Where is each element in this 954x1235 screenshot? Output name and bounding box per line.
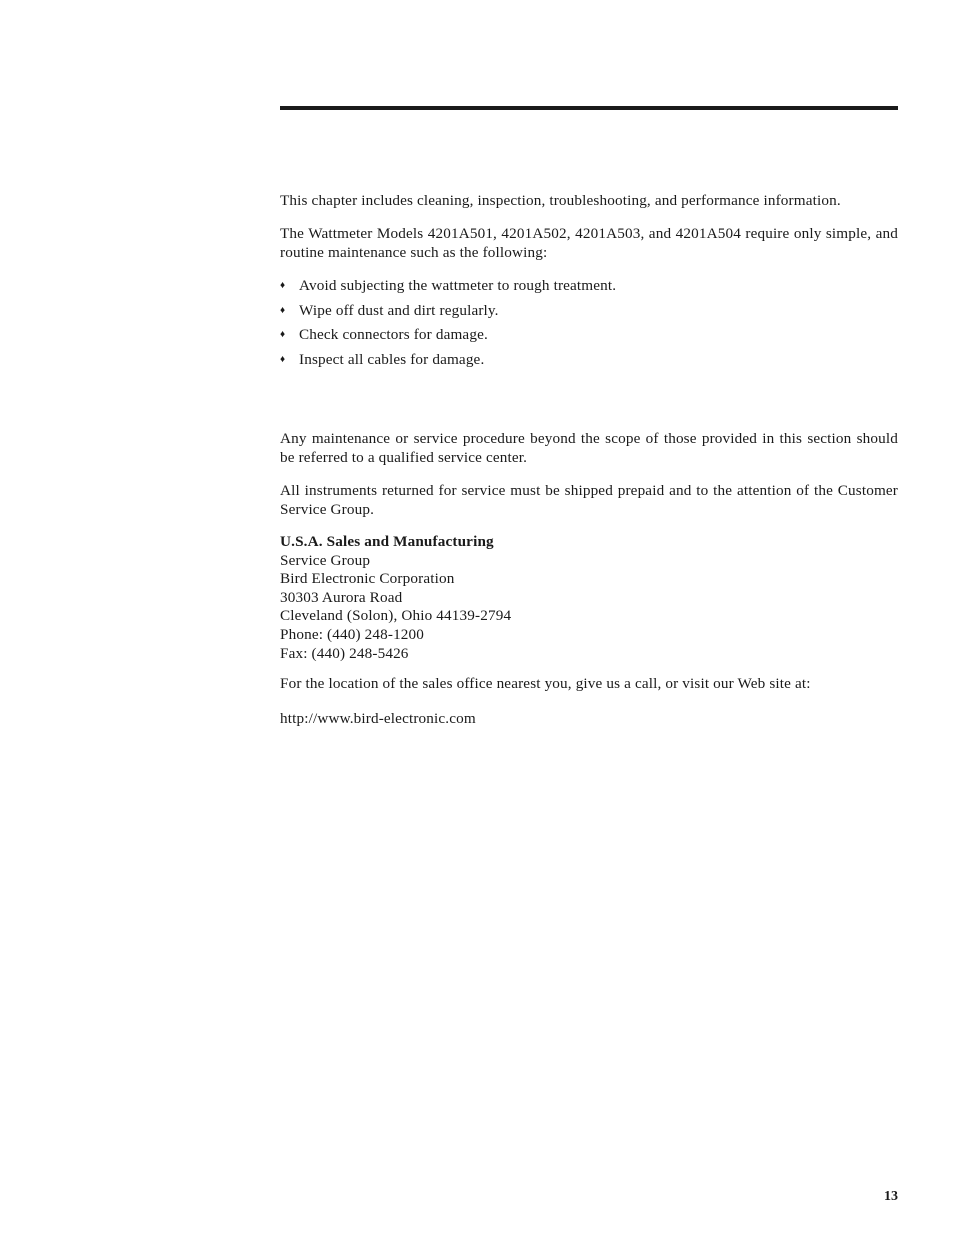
diamond-bullet-icon: ♦ xyxy=(280,353,286,365)
address-fax: Fax: (440) 248-5426 xyxy=(280,644,409,662)
intro-paragraph-1: This chapter includes cleaning, inspection, troubleshooting, and performance information. xyxy=(280,192,841,209)
address-line: Service Group xyxy=(280,551,371,569)
address-line: 30303 Aurora Road xyxy=(280,588,403,606)
service-paragraph-1: Any maintenance or service procedure beyond the scope of those provided in this section should be referred to a qualified service center. xyxy=(280,430,898,466)
service-paragraph-2: All instruments returned for service must be shipped prepaid and to the attention of the Customer Service Group. xyxy=(280,482,898,518)
website-link[interactable]: http://www.bird-electronic.com xyxy=(280,710,476,728)
section-spacer xyxy=(280,374,898,429)
page-content xyxy=(280,191,898,728)
list-item xyxy=(280,350,898,369)
diamond-bullet-icon: ♦ xyxy=(280,304,286,316)
list-item xyxy=(280,325,898,344)
address-line: Bird Electronic Corporation xyxy=(280,570,455,588)
address-line: Cleveland (Solon), Ohio 44139-2794 xyxy=(280,607,512,625)
diamond-bullet-icon: ♦ xyxy=(280,280,286,291)
address-heading: U.S.A. Sales and Manufacturing xyxy=(280,533,494,550)
diamond-bullet-icon: ♦ xyxy=(280,329,286,340)
list-item-text: Avoid subjecting the wattmeter to rough treatment. xyxy=(299,277,617,294)
intro-paragraph-2: The Wattmeter Models 4201A501, 4201A502, 4201A503, and 4201A504 require only simple, and routine maintenance such as the following: xyxy=(280,225,898,261)
service-address xyxy=(280,533,898,663)
list-item-text: Check connectors for damage. xyxy=(299,326,488,343)
list-item-text: Wipe off dust and dirt regularly. xyxy=(299,301,499,319)
address-phone: Phone: (440) 248-1200 xyxy=(280,625,425,643)
maintenance-list xyxy=(280,276,898,369)
service-paragraph-3: For the location of the sales office nearest you, give us a call, or visit our Web site at: xyxy=(280,675,811,693)
list-item xyxy=(280,276,898,295)
page-number: 13 xyxy=(884,1189,898,1204)
list-item xyxy=(280,301,898,320)
header-rule xyxy=(280,106,898,110)
list-item-text: Inspect all cables for damage. xyxy=(299,350,485,368)
